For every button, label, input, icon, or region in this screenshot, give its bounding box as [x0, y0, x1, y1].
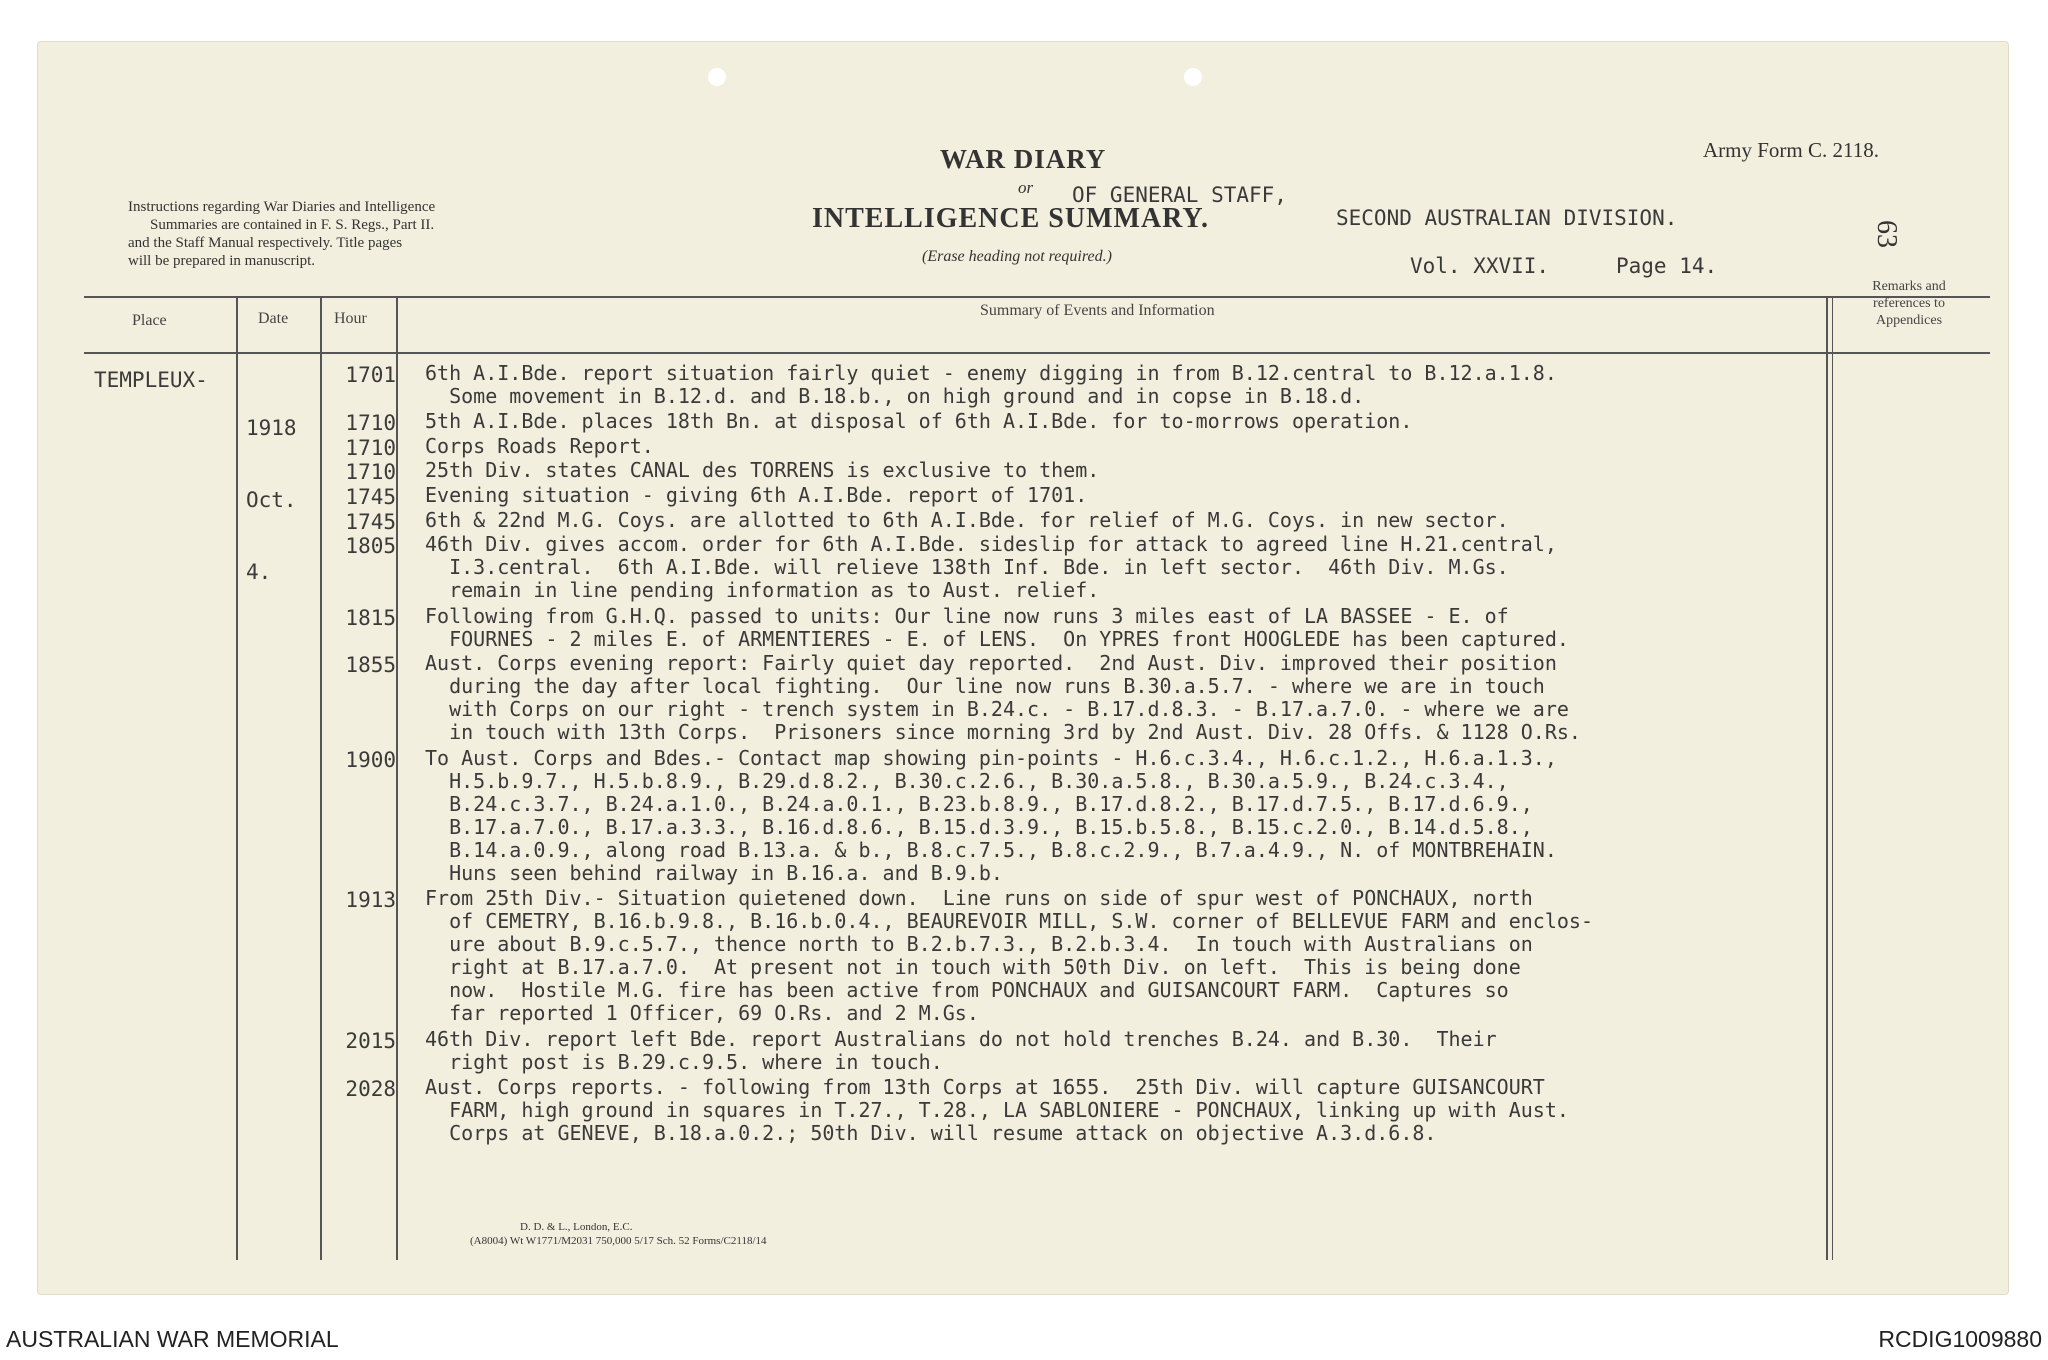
remarks-line: Appendices [1875, 313, 1943, 328]
entry-text [425, 410, 1412, 433]
column-header-hour: Hour [334, 310, 367, 327]
footer-record-id: RCDIG1009880 [1878, 1326, 2042, 1352]
entry-line: 25th Div. states CANAL des TORRENS is exclusive to them. [425, 458, 1100, 483]
or-label: or [1018, 178, 1034, 197]
entry-line: 5th A.I.Bde. places 18th Bn. at disposal of 6th A.I.Bde. for to-morrows operation. [425, 408, 1413, 433]
page-label: Page 14. [1616, 254, 1718, 278]
entry-line: 46th Div. report left Bde. report Australians do not hold trenches B.24. and B.30. Their [425, 1027, 1497, 1052]
entry-line: Following from G.H.Q. passed to units: Our line now runs 3 miles east of LA BASSEE - E. of [425, 603, 1509, 628]
entry-line: I.3.central. 6th A.I.Bde. will relieve 138th Inf. Bde. in left sector. 46th Div. M.Gs. [425, 555, 1509, 580]
column-divider [236, 296, 238, 1260]
entry-hour: 1701 [345, 363, 396, 387]
entry-line: From 25th Div.- Situation quietened down. Line runs on side of spur west of PONCHAUX, north [425, 886, 1533, 911]
army-form-label: Army Form C. 2118. [1703, 138, 1879, 162]
entry-hour: 1710 [345, 410, 396, 435]
entry-text [425, 509, 1509, 532]
entry-line: Aust. Corps evening report: Fairly quiet day reported. 2nd Aust. Div. improved their position [425, 651, 1557, 676]
entry-line: far reported 1 Officer, 69 O.Rs. and 2 M.Gs. [425, 1001, 979, 1026]
entry-text [425, 435, 654, 458]
footer-archive-name: AUSTRALIAN WAR MEMORIAL [6, 1326, 339, 1352]
entry-line: Aust. Corps reports. - following from 13th Corps at 1655. 25th Div. will capture GUISANCOURT [425, 1075, 1545, 1099]
war-diary-title: WAR DIARY [940, 144, 1107, 174]
entry-line: of CEMETRY, B.16.b.9.8., B.16.b.0.4., BEAUREVOIR MILL, S.W. corner of BELLEVUE FARM and enclos- [425, 909, 1593, 934]
instructions-line: and the Staff Manual respectively. Title pages [128, 235, 403, 251]
entry-line: Huns seen behind railway in B.16.a. and B.9.b. [425, 860, 1003, 885]
column-header-summary: Summary of Events and Information [980, 302, 1215, 319]
entry-line: during the day after local fighting. Our line now runs B.30.a.5.7. - where we are in touch [425, 674, 1545, 699]
entry-text [425, 362, 1557, 408]
remarks-line: Remarks and [1872, 279, 1946, 294]
entry-line: ure about B.9.c.5.7., thence north to B.2.b.7.3., B.2.b.3.4. In touch with Australians on [425, 932, 1533, 957]
entry-hour: 2015 [345, 1029, 396, 1054]
entry-line: in touch with 13th Corps. Prisoners since morning 3rd by 2nd Aust. Div. 28 Offs. & 1128 O.Rs. [425, 720, 1581, 745]
instructions-line: will be prepared in manuscript. [128, 253, 316, 269]
entry-hour: 1710 [345, 435, 396, 460]
remarks-line: references to [1873, 296, 1945, 311]
entry-line: Corps Roads Report. [425, 433, 654, 458]
entry-hour: 1745 [345, 509, 396, 534]
entry-line: 6th A.I.Bde. report situation fairly quiet - enemy digging in from B.12.central to B.12.a.1.8. [425, 361, 1557, 385]
entry-line: 46th Div. gives accom. order for 6th A.I.Bde. sideslip for attack to agreed line H.21.central, [425, 532, 1557, 557]
entry-text [425, 1076, 1569, 1145]
printer-line: D. D. & L., London, E.C. [520, 1221, 633, 1233]
entry-line: To Aust. Corps and Bdes.- Contact map showing pin-points - H.6.c.3.4., H.6.c.1.2., H.6.a.1.3., [425, 745, 1557, 770]
entry-hour: 1805 [345, 534, 396, 559]
entry-line: B.14.a.0.9., along road B.13.a. & b., B.8.c.7.5., B.8.c.2.9., B.7.a.4.9., N. of MONTBREHAIN. [425, 837, 1557, 862]
column-header-date: Date [258, 310, 289, 327]
punch-hole [1184, 68, 1202, 86]
entry-line: right at B.17.a.7.0. At present not in touch with 50th Div. on left. This is being done [425, 955, 1521, 980]
entry-line: remain in line pending information as to Aust. relief. [425, 578, 1100, 603]
division-label: SECOND AUSTRALIAN DIVISION. [1336, 206, 1678, 230]
folio-number: 63 [1871, 220, 1902, 248]
entry-hour: 2028 [345, 1077, 396, 1101]
column-header-remarks [1836, 278, 1982, 329]
entry-line: FARM, high ground in squares in T.27., T.28., LA SABLONIERE - PONCHAUX, linking up with Aust. [425, 1098, 1569, 1122]
entry-line: right post is B.29.c.9.5. where in touch. [425, 1050, 943, 1075]
column-divider [1832, 296, 1833, 1260]
general-staff-label: OF GENERAL STAFF, [1072, 183, 1287, 207]
date-cell [246, 368, 297, 608]
entry-line: Evening situation - giving 6th A.I.Bde. report of 1701. [425, 483, 1088, 507]
entry-text [425, 484, 1087, 507]
intelligence-summary-title: INTELLIGENCE SUMMARY. [812, 203, 1210, 234]
entry-line: B.17.a.7.0., B.17.a.3.3., B.16.d.8.6., B.15.d.3.9., B.15.b.5.8., B.15.c.2.0., B.14.d.5.8., [425, 814, 1533, 839]
entry-line: Some movement in B.12.d. and B.18.b., on high ground and in copse in B.18.d. [425, 384, 1365, 408]
instructions-line: Instructions regarding War Diaries and Intelligence [128, 199, 436, 215]
entry-line: 6th & 22nd M.G. Coys. are allotted to 6th A.I.Bde. for relief of M.G. Coys. in new sector. [425, 507, 1509, 532]
volume-label: Vol. XXVII. [1410, 254, 1550, 278]
date-year: 1918 [246, 416, 297, 440]
entry-text [425, 1028, 1497, 1074]
entry-line: B.24.c.3.7., B.24.a.1.0., B.24.a.0.1., B.23.b.8.9., B.17.d.8.2., B.17.d.7.5., B.17.d.6.9., [425, 791, 1533, 816]
printer-imprint [470, 1220, 767, 1248]
column-header-place: Place [132, 312, 167, 329]
place-cell: TEMPLEUX- [94, 368, 208, 392]
entry-line: H.5.b.9.7., H.5.b.8.9., B.29.d.8.2., B.30.c.2.6., B.30.a.5.8., B.30.a.5.9., B.24.c.3.4., [425, 768, 1509, 793]
column-divider [396, 296, 398, 1260]
entry-line: Corps at GENEVE, B.18.a.0.2.; 50th Div. will resume attack on objective A.3.d.6.8. [425, 1121, 1437, 1145]
instructions-line: Summaries are contained in F. S. Regs., Part II. [150, 217, 435, 233]
column-divider [1826, 296, 1828, 1260]
entry-hour: 1855 [345, 653, 396, 678]
entry-line: with Corps on our right - trench system in B.24.c. - B.17.d.8.3. - B.17.a.7.0. - where we are [425, 697, 1569, 722]
entry-line: FOURNES - 2 miles E. of ARMENTIERES - E. of LENS. On YPRES front HOOGLEDE has been captured. [425, 626, 1569, 651]
header-bottom-rule [84, 352, 1990, 354]
entry-line: now. Hostile M.G. fire has been active from PONCHAUX and GUISANCOURT FARM. Captures so [425, 978, 1509, 1003]
entry-hour: 1815 [345, 605, 396, 630]
entry-text [425, 533, 1557, 602]
column-divider [320, 296, 322, 1260]
entry-text [425, 887, 1593, 1025]
printer-line: (A8004) Wt W1771/M2031 750,000 5/17 Sch. 52 Forms/C2118/14 [470, 1235, 767, 1247]
entry-text [425, 459, 1099, 482]
entry-hour: 1900 [345, 747, 396, 772]
instructions-note [128, 198, 598, 270]
entry-hour: 1913 [345, 888, 396, 913]
entry-text [425, 652, 1581, 744]
date-day: 4. [246, 560, 272, 584]
entry-hour: 1745 [345, 485, 396, 509]
punch-hole [708, 68, 726, 86]
erase-note: (Erase heading not required.) [922, 248, 1112, 265]
entry-text [425, 747, 1557, 885]
table-top-rule [84, 296, 1990, 298]
entry-hour: 1710 [345, 460, 396, 485]
date-month: Oct. [246, 488, 297, 512]
entry-text [425, 605, 1569, 651]
